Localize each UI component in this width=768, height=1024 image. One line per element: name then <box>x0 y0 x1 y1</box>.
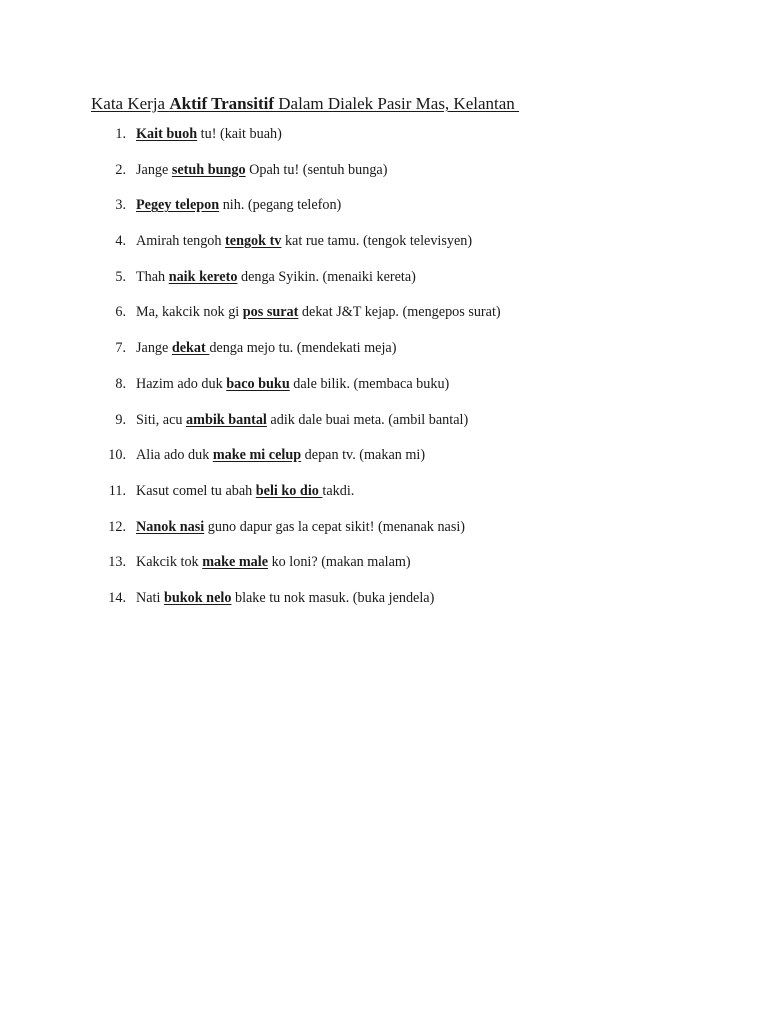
item-number: 1. <box>115 126 126 142</box>
sentence-pre: Siti, acu <box>136 411 187 428</box>
transitive-verb-phrase: naik kereto <box>168 268 238 285</box>
title-text-end: Dalam Dialek Pasir Mas, Kelantan <box>274 94 520 113</box>
transitive-verb-phrase: pos surat <box>242 304 299 321</box>
list-item <box>0 124 768 160</box>
item-number: 4. <box>115 233 126 250</box>
item-sentence <box>136 445 425 465</box>
item-sentence <box>136 517 465 537</box>
title-text-bold: Aktif Transitif <box>169 94 275 113</box>
item-number: 5. <box>115 268 126 285</box>
sentence-post: Opah tu! (sentuh bunga) <box>245 161 388 178</box>
sentence-post: nih. (pegang telefon) <box>219 197 342 214</box>
sentence-post: tu! (kait buah) <box>197 126 282 142</box>
sentence-post: takdi. <box>322 482 355 499</box>
list-item <box>0 338 768 374</box>
list-item <box>0 410 768 446</box>
transitive-verb-phrase: Nanok nasi <box>136 518 205 535</box>
sentence-pre: Jange <box>136 340 172 357</box>
item-number: 11. <box>108 482 126 499</box>
transitive-verb-phrase: Kait buoh <box>136 126 198 142</box>
transitive-verb-phrase: bukok nelo <box>163 589 232 606</box>
list-item <box>0 302 768 338</box>
item-number: 14. <box>108 589 126 606</box>
transitive-verb-phrase: setuh bungo <box>171 161 246 178</box>
document-title <box>91 94 519 114</box>
list-item <box>0 481 768 517</box>
item-number: 6. <box>115 304 126 321</box>
list-item <box>0 588 768 624</box>
item-number: 8. <box>115 375 126 392</box>
transitive-verb-phrase: ambik bantal <box>186 411 267 428</box>
list-item <box>0 374 768 410</box>
item-number: 12. <box>108 518 126 535</box>
sentence-post: dale bilik. (membaca buku) <box>289 375 450 392</box>
transitive-verb-phrase: dekat <box>171 340 210 357</box>
transitive-verb-phrase: make mi celup <box>212 447 302 464</box>
item-sentence <box>136 338 396 358</box>
sentence-list <box>0 124 768 624</box>
sentence-post: denga mejo tu. (mendekati meja) <box>209 340 397 357</box>
transitive-verb-phrase: baco buku <box>226 375 290 392</box>
transitive-verb-phrase: tengok tv <box>225 233 282 250</box>
item-sentence <box>136 160 387 180</box>
item-number: 9. <box>115 411 126 428</box>
item-sentence <box>136 267 416 287</box>
list-item <box>0 445 768 481</box>
sentence-post: denga Syikin. (menaiki kereta) <box>237 268 416 285</box>
sentence-pre: Nati <box>136 589 164 606</box>
item-sentence <box>136 481 354 501</box>
list-item <box>0 231 768 267</box>
item-number: 7. <box>115 340 126 357</box>
item-sentence <box>136 588 434 608</box>
sentence-pre: Amirah tengoh <box>136 233 226 250</box>
list-item <box>0 267 768 303</box>
item-number: 10. <box>108 447 126 464</box>
transitive-verb-phrase: Pegey telepon <box>136 197 220 214</box>
list-item <box>0 160 768 196</box>
item-sentence <box>136 374 449 394</box>
sentence-post: ko loni? (makan malam) <box>268 554 411 571</box>
transitive-verb-phrase: make male <box>202 554 269 571</box>
sentence-pre: Jange <box>136 161 172 178</box>
sentence-post: kat rue tamu. (tengok televisyen) <box>281 233 473 250</box>
list-item <box>0 195 768 231</box>
item-sentence <box>136 195 341 215</box>
sentence-post: depan tv. (makan mi) <box>301 447 426 464</box>
sentence-pre: Kasut comel tu abah <box>136 482 256 499</box>
item-sentence <box>136 124 282 144</box>
sentence-pre: Thah <box>136 268 169 285</box>
item-number: 13. <box>108 554 126 571</box>
item-sentence <box>136 410 468 430</box>
item-sentence <box>136 302 501 322</box>
sentence-pre: Hazim ado duk <box>136 375 227 392</box>
item-sentence <box>136 231 472 251</box>
sentence-post: guno dapur gas la cepat sikit! (menanak nasi) <box>204 518 466 535</box>
item-sentence <box>136 552 411 572</box>
sentence-post: dekat J&T kejap. (mengepos surat) <box>298 304 501 321</box>
list-item <box>0 517 768 553</box>
sentence-post: adik dale buai meta. (ambil bantal) <box>266 411 469 428</box>
sentence-pre: Ma, kakcik nok gi <box>136 304 243 321</box>
sentence-post: blake tu nok masuk. (buka jendela) <box>231 589 435 606</box>
transitive-verb-phrase: beli ko dio <box>255 482 323 499</box>
sentence-pre: Alia ado duk <box>136 447 213 464</box>
title-text-start: Kata Kerja <box>91 94 170 113</box>
item-number: 2. <box>115 161 126 178</box>
list-item <box>0 552 768 588</box>
item-number: 3. <box>115 197 126 214</box>
sentence-pre: Kakcik tok <box>136 554 203 571</box>
